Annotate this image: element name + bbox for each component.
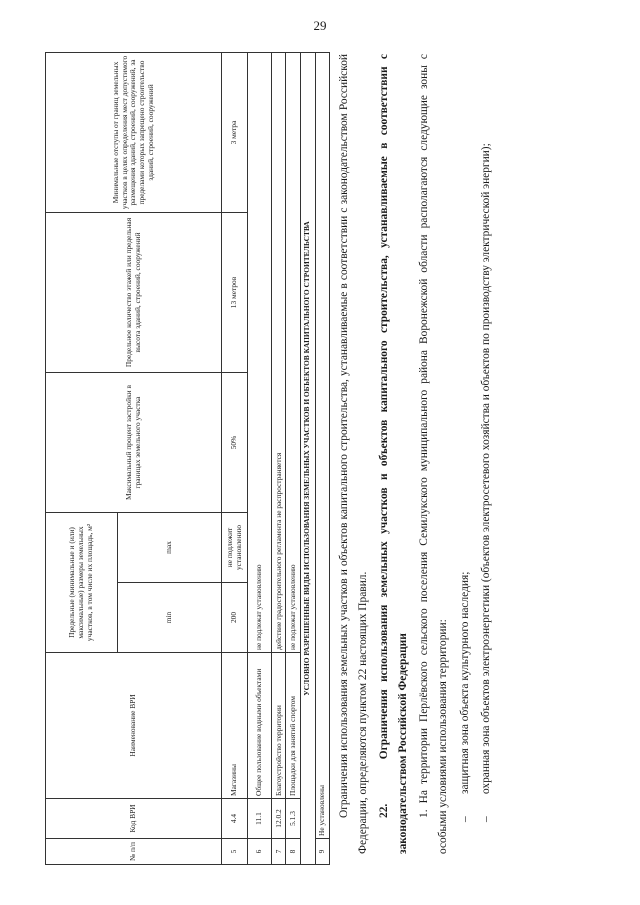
section-title: УСЛОВНО РАЗРЕШЕННЫЕ ВИДЫ ИСПОЛЬЗОВАНИЯ ЗЕМЕЛЬНЫХ УЧАСТКОВ И ОБЪЕКТОВ КАПИТАЛЬНОГО СТРОИТЕЛЬСТВА — [300, 52, 315, 864]
table-header-row — [46, 52, 118, 864]
row-height: 13 метров — [222, 212, 248, 372]
paragraph: Ограничения использования земельных участков и объектов капитального строительства, устанавливаемые в соответствии с законодательством Российской Федерации, определяются пунктом 22 настоящих Правил. — [338, 54, 369, 854]
row-code: 12.0.2 — [272, 799, 286, 839]
list-item — [477, 54, 496, 854]
body-text — [335, 54, 499, 854]
row-note: действие градостроительного регламента не распространяется — [272, 52, 286, 652]
header-setback: Минимальные отступы от границ земельных участков в целях определения мест допустимого размещения зданий, строений, сооружений, за пределами которых запрещено строительство зданий, строений, сооружений — [46, 52, 222, 212]
table-row — [222, 52, 248, 864]
row-max: не подлежит установлению — [222, 512, 248, 582]
row-name: Магазины — [222, 653, 248, 799]
row-note: не подлежат установлению — [286, 52, 300, 652]
rotated-page-content — [40, 48, 595, 868]
row-note: Не установлены — [315, 52, 329, 838]
paragraph: 1. На территории Перлёвского сельского поселения Семилукского муниципального района Воронежской области располагаются следующие зоны с особыми условиями использования территории: — [418, 54, 449, 854]
header-name: Наименование ВРИ — [46, 653, 222, 799]
section-heading — [375, 54, 412, 854]
heading-number: 22. — [378, 803, 391, 818]
row-code: 5.1.3 — [286, 799, 300, 839]
row-name: Благоустройство территории — [272, 653, 286, 799]
header-num: № п/п — [46, 839, 222, 865]
header-code: Код ВРИ — [46, 799, 222, 839]
header-min: min — [117, 583, 221, 653]
table-row — [286, 52, 300, 864]
table-row — [315, 52, 329, 864]
header-max: max — [117, 512, 221, 582]
section-row — [300, 52, 315, 864]
header-height: Предельное количество этажей или предельная высота зданий, строений, сооружений — [46, 212, 222, 372]
land-use-table — [45, 52, 330, 865]
table-row — [272, 52, 286, 864]
header-percent: Максимальный процент застройки в границах земельного участка — [46, 372, 222, 512]
row-num: 6 — [248, 839, 272, 865]
row-name: Общее пользование водными объектами — [248, 653, 272, 799]
row-num: 7 — [272, 839, 286, 865]
row-num: 5 — [222, 839, 248, 865]
header-area: Предельные (минимальные и (или) максимальные) размеры земельных участков, в том числе их площадь, м² — [46, 512, 118, 652]
list-item-text: охранная зона объектов электроэнергетики (объектов электросетевого хозяйства и объектов по производству электрической энергии); — [480, 143, 493, 794]
row-name: Площадки для занятий спортом — [286, 653, 300, 799]
dash-bullet: – — [458, 816, 471, 822]
row-percent: 50% — [222, 372, 248, 512]
list-item — [456, 54, 475, 854]
row-code: 11.1 — [248, 799, 272, 839]
list-item-text: защитная зона объекта культурного наследия; — [458, 571, 471, 794]
row-note: не подлежат установлению — [248, 52, 272, 652]
row-code: 4.4 — [222, 799, 248, 839]
row-setback: 3 метра — [222, 52, 248, 212]
page-number: 29 — [313, 18, 327, 33]
heading-text: Ограничения использования земельных участков и объектов капитального строительства, устанавливаемые в соответствии с законодательством Российской Федерации — [378, 54, 409, 854]
row-min: 200 — [222, 583, 248, 653]
table-row — [248, 52, 272, 864]
row-num: 8 — [286, 839, 300, 865]
dash-bullet: – — [480, 816, 493, 822]
row-num: 9 — [315, 839, 329, 865]
